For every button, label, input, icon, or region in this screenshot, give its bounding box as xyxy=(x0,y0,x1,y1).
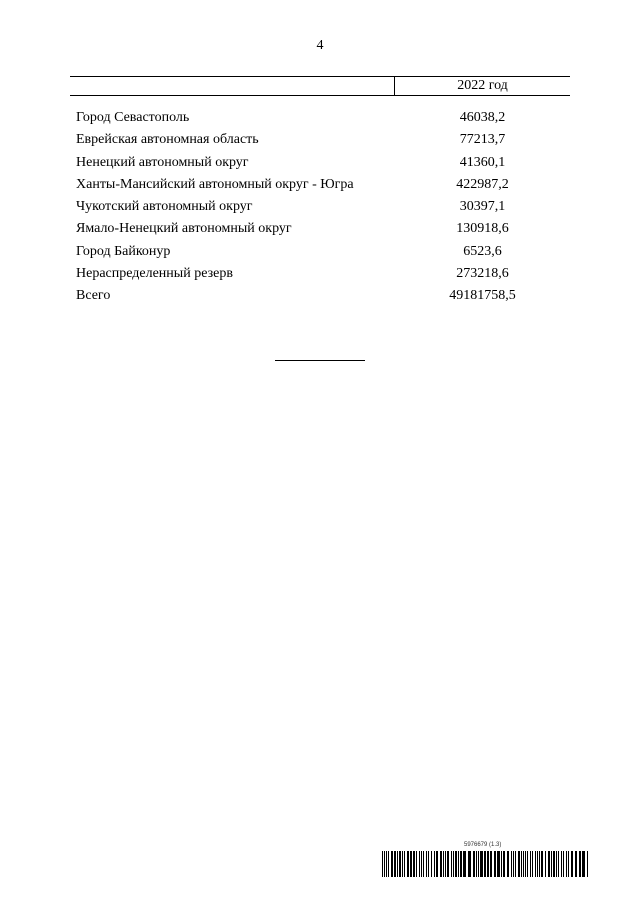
row-value: 273218,6 xyxy=(456,266,509,282)
row-name: Город Байконур xyxy=(76,243,171,259)
table-row xyxy=(76,243,570,265)
page-number: 4 xyxy=(316,38,324,53)
row-value: 41360,1 xyxy=(459,154,506,170)
barcode-icon xyxy=(382,851,590,877)
row-name: Ямало-Ненецкий автономный округ xyxy=(76,221,292,237)
table-row xyxy=(76,176,570,198)
table-row xyxy=(76,198,570,220)
table-row xyxy=(76,220,570,242)
row-value: 6523,6 xyxy=(463,243,502,259)
row-name: Еврейская автономная область xyxy=(76,132,259,148)
end-separator-line xyxy=(275,360,365,361)
table-row xyxy=(76,154,570,176)
table-row xyxy=(76,265,570,287)
row-name: Ханты-Мансийский автономный округ - Югра xyxy=(76,176,354,192)
row-value: 422987,2 xyxy=(456,176,509,192)
row-name: Нераспределенный резерв xyxy=(76,266,233,282)
row-value: 130918,6 xyxy=(456,221,509,237)
header-year: 2022 год xyxy=(457,78,508,93)
row-value: 77213,7 xyxy=(459,132,506,148)
barcode-label: 5976679 (1.3) xyxy=(464,842,502,848)
row-name: Ненецкий автономный округ xyxy=(76,154,249,170)
barcode-block xyxy=(382,842,590,878)
table-body xyxy=(76,109,570,310)
table-header xyxy=(70,76,570,96)
row-value: 46038,2 xyxy=(459,110,506,125)
row-name: Город Севастополь xyxy=(76,110,190,125)
row-name: Чукотский автономный округ xyxy=(76,199,253,215)
table-row-total xyxy=(76,287,570,309)
table-row xyxy=(76,131,570,153)
row-name: Всего xyxy=(76,288,111,304)
table-row xyxy=(76,109,570,131)
row-value: 49181758,5 xyxy=(449,288,516,304)
row-value: 30397,1 xyxy=(459,199,506,215)
